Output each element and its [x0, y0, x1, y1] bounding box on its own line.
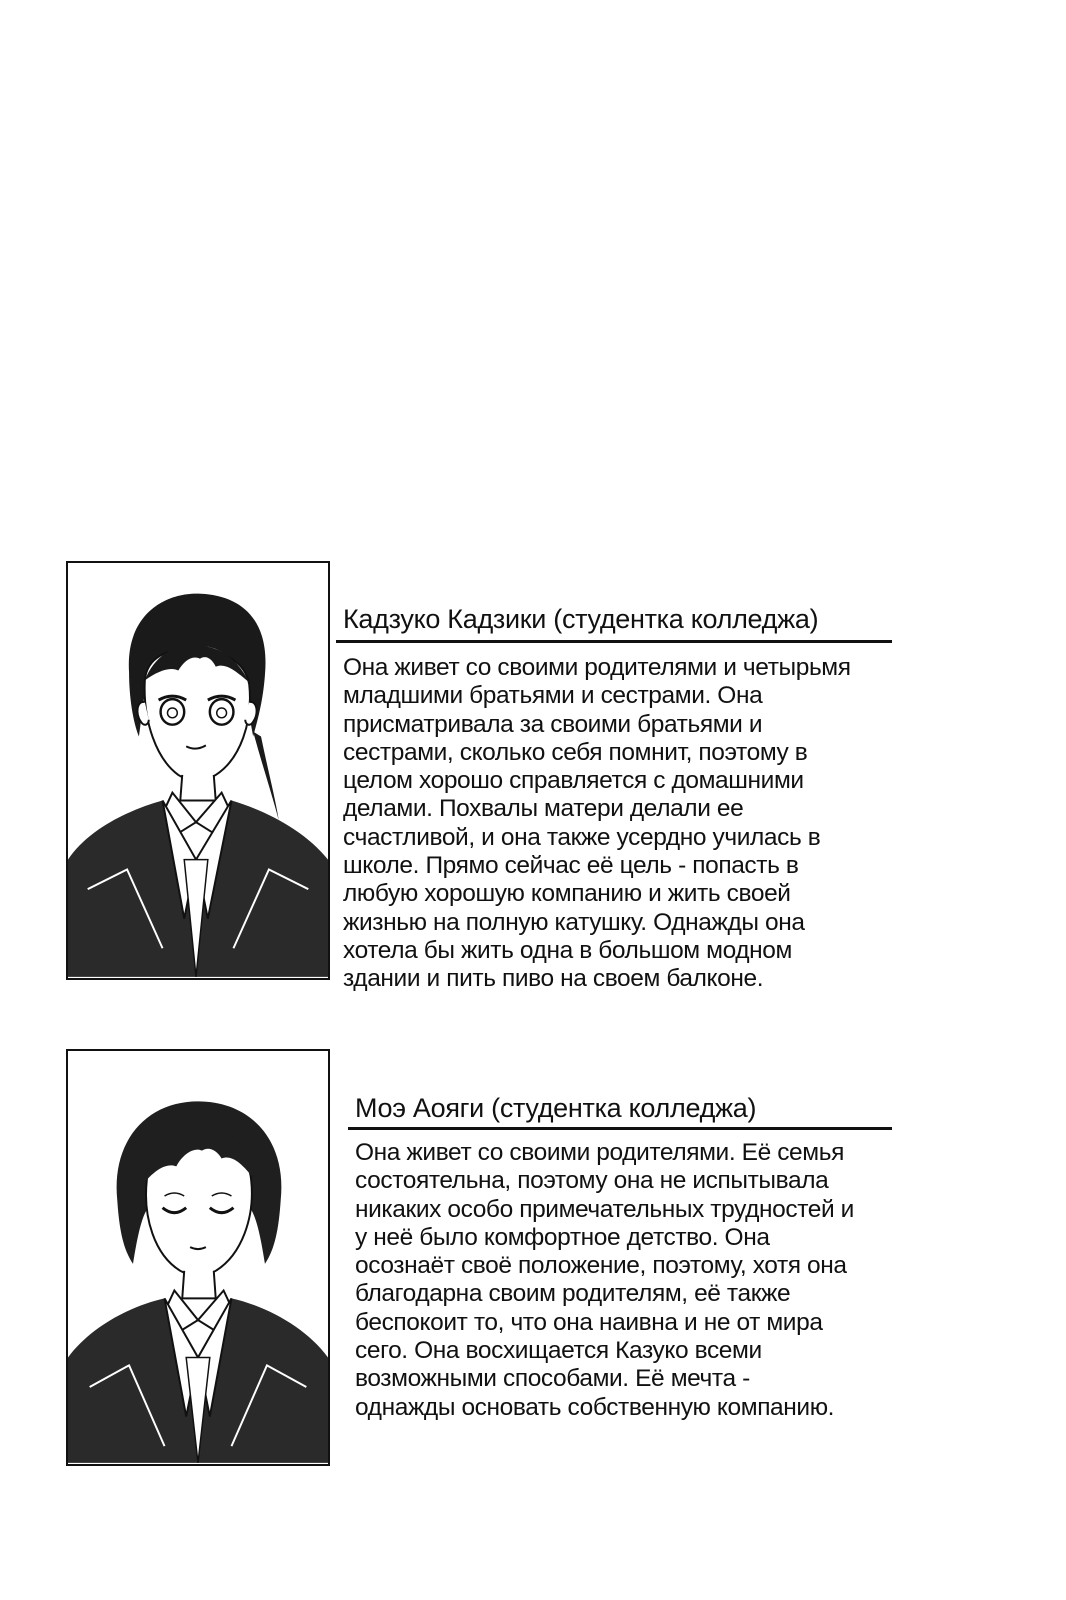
profile-name-moe: Моэ Аояги (студентка колледжа): [355, 1093, 757, 1123]
moe-illustration: [68, 1051, 328, 1464]
bio-line: благодарна своим родителям, её также: [355, 1280, 791, 1308]
bio-line: сего. Она восхищается Казуко всеми: [355, 1337, 762, 1365]
bio-line: хотела бы жить одна в большом модном: [343, 936, 792, 964]
bio-line: жизнью на полную катушку. Однажды она: [343, 908, 805, 936]
bio-line: любую хорошую компанию и жить своей: [343, 880, 791, 908]
bio-line: возможными способами. Её мечта -: [355, 1365, 750, 1393]
name-underline: [336, 640, 892, 643]
bio-line: Она живет со своими родителями. Её семья: [355, 1139, 844, 1166]
portrait-moe: [66, 1049, 330, 1466]
kazuko-illustration: [68, 563, 328, 978]
bio-line: здании и пить пиво на своем балконе.: [343, 965, 764, 993]
bio-line: младшими братьями и сестрами. Она: [343, 682, 763, 710]
bio-line: осознаёт своё положение, поэтому, хотя она: [355, 1252, 847, 1280]
name-underline: [348, 1127, 892, 1130]
bio-line: сестрами, сколько себя помнит, поэтому в: [343, 738, 808, 766]
bio-line: однажды основать собственную компанию.: [355, 1393, 835, 1421]
profile-name-kazuko: Кадзуко Кадзики (студентка колледжа): [343, 604, 819, 634]
bio-line: делами. Похвалы матери делали ее: [343, 795, 744, 823]
bio-line: целом хорошо справляется с домашними: [343, 767, 804, 795]
profile-bio-kazuko: [343, 654, 891, 994]
bio-line: Она живет со своими родителями и четырьмя: [343, 654, 851, 681]
bio-line: присматривала за своими братьями и: [343, 710, 763, 738]
bio-line: никаких особо примечательных трудностей и: [355, 1195, 854, 1223]
bio-line: беспокоит то, что она наивна и не от мира: [355, 1308, 823, 1336]
bio-line: счастливой, и она также усердно училась в: [343, 823, 821, 851]
bio-line: состоятельна, поэтому она не испытывала: [355, 1167, 829, 1195]
bio-line: у неё было комфортное детство. Она: [355, 1223, 770, 1251]
bio-line: школе. Прямо сейчас её цель - попасть в: [343, 852, 799, 880]
profile-bio-moe: [355, 1139, 895, 1422]
portrait-kazuko: [66, 561, 330, 980]
